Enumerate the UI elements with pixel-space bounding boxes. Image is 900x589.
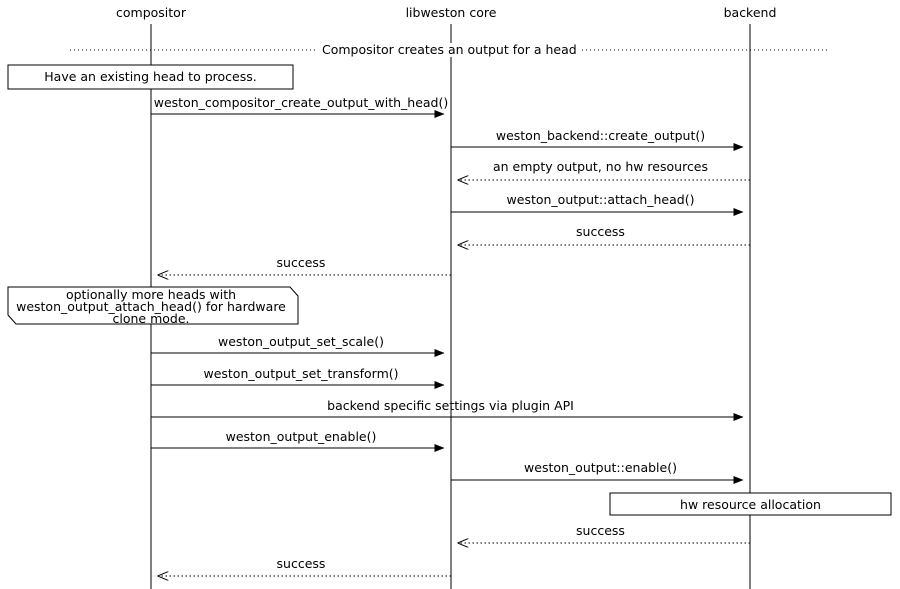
message-label: success: [276, 255, 326, 270]
lifeline-label-compositor: compositor: [116, 5, 186, 20]
message-label: weston_compositor_create_output_with_head(): [153, 95, 449, 110]
message-label: weston_output::attach_head(): [506, 192, 695, 207]
message-label: success: [276, 556, 326, 571]
clone-mode-note-line-3: clone mode.: [112, 311, 190, 326]
clone-mode-note-line-1: optionally more heads with: [65, 287, 237, 302]
message-label: success: [576, 523, 625, 538]
clone-mode-note-line-2: weston_output_attach_head() for hardware: [16, 299, 286, 314]
message-label: success: [576, 224, 625, 239]
message-label: weston_output_set_scale(): [218, 334, 384, 349]
message-label: weston_output_set_transform(): [203, 366, 399, 381]
message-label: weston_output::enable(): [524, 460, 677, 475]
message-label: weston_output_enable(): [225, 429, 377, 444]
message-label: backend specific settings via plugin API: [327, 398, 574, 413]
separator-label: Compositor creates an output for a head: [318, 43, 581, 57]
existing-head-box-label: Have an existing head to process.: [44, 69, 257, 84]
lifeline-label-backend: backend: [723, 5, 777, 20]
message-label: an empty output, no hw resources: [492, 159, 709, 174]
hw-resource-allocation-box-label: hw resource allocation: [680, 497, 821, 512]
lifeline-label-libweston-core: libweston core: [405, 5, 497, 20]
message-label: weston_backend::create_output(): [495, 128, 706, 143]
